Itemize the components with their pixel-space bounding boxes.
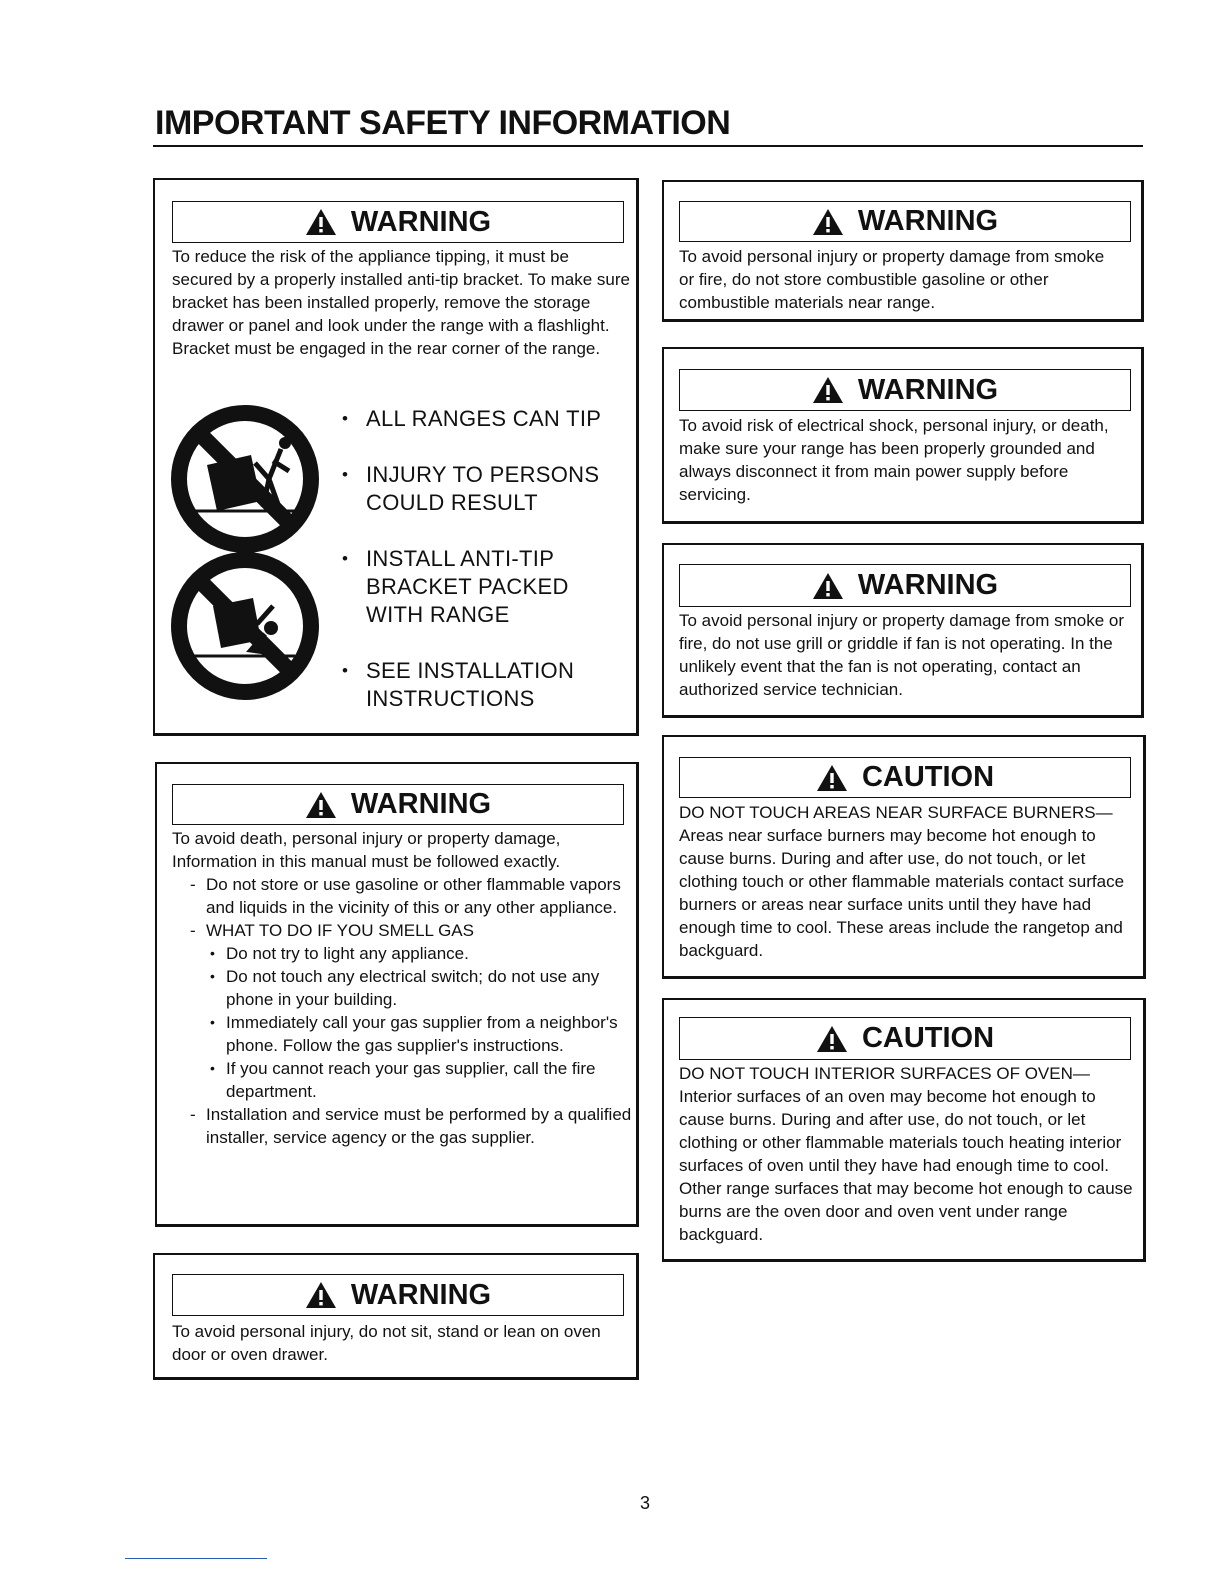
bullet-item: • ALL RANGES CAN TIP xyxy=(337,405,602,433)
warning-header xyxy=(172,1274,624,1316)
list-item: - Do not store or use gasoline or other flammable vapors and liquids in the vicinity of this or any other appliance. xyxy=(172,873,636,919)
tip-warning-text: To reduce the risk of the appliance tipping, it must be secured by a properly installed anti-tip bracket. To make sure bracket has been installed properly, remove the storage drawer or panel and look under the range with a flashlight. Bracket must be engaged in the rear corner of the range. xyxy=(172,247,630,358)
sub-list-item: • Immediately call your gas supplier from a neighbor's phone. Follow the gas supplier's instructions. xyxy=(206,1011,636,1057)
fan-warning-text: To avoid personal injury or property damage from smoke or fire, do not use grill or griddle if fan is not operating. In the unlikely event that the fan is not operating, contact an authorized service technician. xyxy=(679,611,1125,699)
gas-warning-intro: To avoid death, personal injury or property damage, Information in this manual must be followed exactly. xyxy=(172,829,561,871)
warning-header xyxy=(679,369,1131,411)
footer-underline xyxy=(125,1558,267,1559)
tip-warning-box xyxy=(153,178,639,736)
child-on-door-pictogram-icon xyxy=(169,550,321,702)
warning-triangle-icon xyxy=(816,1025,848,1053)
list-item-label: WHAT TO DO IF YOU SMELL GAS xyxy=(206,921,474,940)
combustible-warning-box xyxy=(662,180,1144,322)
door-warning-text: To avoid personal injury, do not sit, stand or lean on oven door or oven drawer. xyxy=(172,1322,601,1364)
warning-heading: WARNING xyxy=(350,205,492,238)
combustible-warning-text: To avoid personal injury or property damage from smoke or fire, do not store combustible gasoline or other combustible materials near range. xyxy=(679,247,1105,312)
oven-caution-text: DO NOT TOUCH INTERIOR SURFACES OF OVEN— Interior surfaces of an oven may become hot enough to cause burns. During and after use, do not touch, or let clothing or other flammable materials touch heating interior surfaces of oven until they have had enough time to cool. Other range surfaces that may become hot enough to cause burns are the oven door and oven vent under range backguard. xyxy=(679,1064,1133,1244)
door-warning-box xyxy=(153,1253,639,1380)
warning-header xyxy=(172,201,624,243)
list-item xyxy=(172,919,636,1103)
oven-caution-box xyxy=(662,998,1146,1262)
electrical-warning-box xyxy=(662,347,1144,524)
page-title: IMPORTANT SAFETY INFORMATION xyxy=(155,104,731,142)
gas-smell-sublist xyxy=(206,942,636,1103)
caution-header xyxy=(679,1017,1131,1060)
range-tip-pictogram-icon xyxy=(169,403,321,555)
title-rule xyxy=(153,145,1143,147)
warning-triangle-icon xyxy=(812,376,844,404)
warning-triangle-icon xyxy=(305,791,337,819)
sub-list-item: • If you cannot reach your gas supplier, call the fire department. xyxy=(206,1057,636,1103)
electrical-warning-text: To avoid risk of electrical shock, personal injury, or death, make sure your range has been properly grounded and always disconnect it from main power supply before servicing. xyxy=(679,416,1109,504)
warning-heading: WARNING xyxy=(857,569,999,601)
burner-caution-text: DO NOT TOUCH AREAS NEAR SURFACE BURNERS—Areas near surface burners may become hot enough to cause burns. During and after use, do not touch, or let clothing touch or other flammable materials contact surface burners or areas near surface units until they have had enough time to cool. These areas include the rangetop and backguard. xyxy=(679,803,1125,960)
warning-triangle-icon xyxy=(812,208,844,236)
warning-triangle-icon xyxy=(816,764,848,792)
bullet-item: • INJURY TO PERSONS COULD RESULT xyxy=(337,461,602,517)
list-item: - Installation and service must be performed by a qualified installer, service agency or the gas supplier. xyxy=(172,1103,636,1149)
gas-warning-box xyxy=(155,762,639,1227)
warning-header xyxy=(172,784,624,825)
gas-warning-list xyxy=(172,873,636,1149)
warning-heading: WARNING xyxy=(857,373,999,406)
warning-header xyxy=(679,201,1131,242)
fan-warning-box xyxy=(662,543,1144,718)
warning-heading: WARNING xyxy=(350,788,492,820)
sub-list-item: • Do not touch any electrical switch; do not use any phone in your building. xyxy=(206,965,636,1011)
warning-triangle-icon xyxy=(812,572,844,600)
caution-heading: CAUTION xyxy=(861,761,995,793)
caution-header xyxy=(679,757,1131,798)
bullet-item: • INSTALL ANTI-TIP BRACKET PACKED WITH RANGE xyxy=(337,545,602,629)
warning-header xyxy=(679,564,1131,607)
page-number: 3 xyxy=(640,1493,651,1513)
bullet-item: • SEE INSTALLATION INSTRUCTIONS xyxy=(337,657,602,713)
caution-heading: CAUTION xyxy=(861,1022,995,1054)
warning-triangle-icon xyxy=(305,208,337,236)
burner-caution-box xyxy=(662,735,1146,979)
warning-heading: WARNING xyxy=(350,1278,492,1311)
sub-list-item: • Do not try to light any appliance. xyxy=(206,942,636,965)
warning-triangle-icon xyxy=(305,1281,337,1309)
tip-bullets xyxy=(337,405,602,741)
warning-heading: WARNING xyxy=(857,205,999,237)
